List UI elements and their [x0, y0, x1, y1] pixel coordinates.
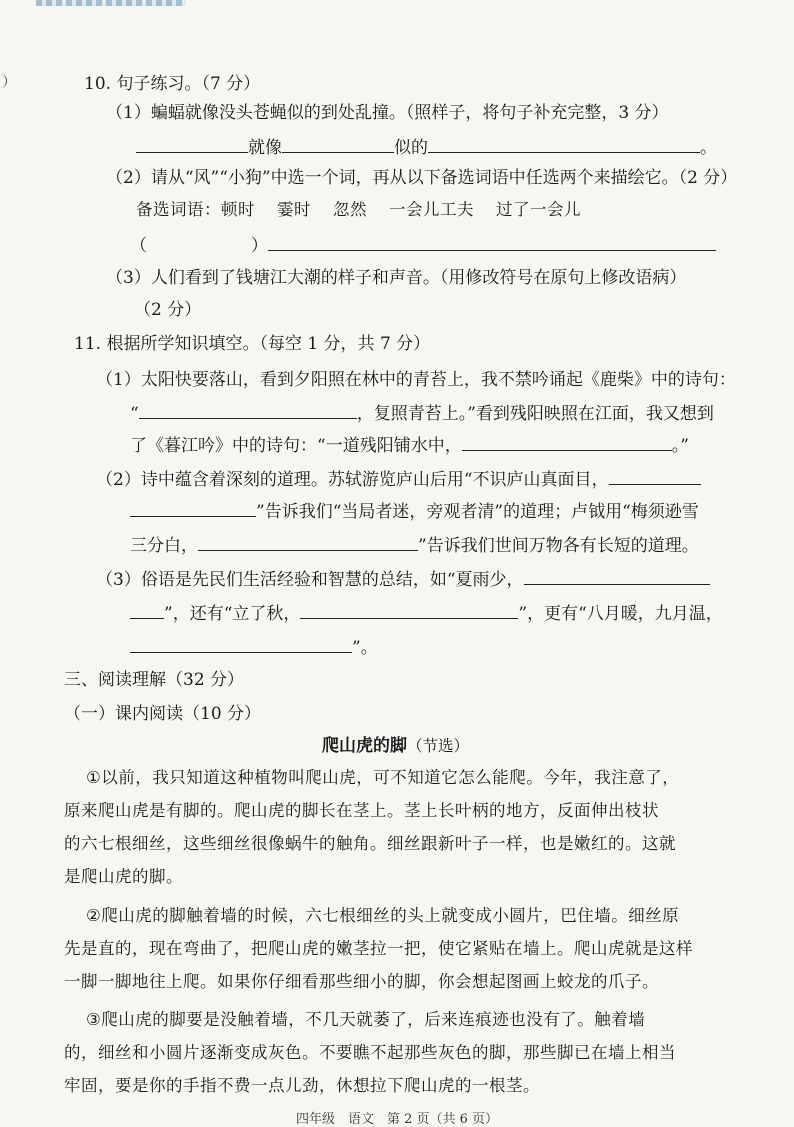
page-footer: 四年级 语文 第 2 页（共 6 页）: [295, 1112, 499, 1127]
q10-blank-2[interactable]: [282, 134, 394, 153]
q11-title: 11. 根据所学知识填空。（每空 1 分，共 7 分）: [74, 334, 431, 354]
paren-open: （: [130, 236, 147, 256]
passage-line: 原来爬山虎是有脚的。爬山虎的脚长在茎上。茎上长叶柄的地方，反面伸出枝状: [64, 801, 659, 820]
quote-open: “: [130, 404, 139, 424]
q11-blank-3b[interactable]: [130, 498, 256, 517]
binding-mark: [0, 74, 7, 88]
passage-line: ③爬山虎的脚要是没触着墙，不几天就萎了，后来连痕迹也没有了。触着墙: [86, 1010, 646, 1029]
passage-line: 牢固，要是你的手指不费一点儿劲，休想拉下爬山虎的一根茎。: [64, 1076, 540, 1095]
section3-heading: 三、阅读理解（32 分）: [64, 670, 245, 690]
paren-close: ）: [251, 236, 268, 256]
q11-part3-text4: ”。: [352, 638, 378, 658]
q10-part2-instruction: （2）请从“风”“小狗”中选一个词，再从以下备选词语中任选两个来描绘它。（2 分）: [106, 168, 738, 188]
q11-part1-line1: （1）太阳快要落山，看到夕阳照在林中的青苔上，我不禁吟诵起《鹿柴》中的诗句：: [96, 370, 736, 390]
quote-close: 。”: [671, 436, 689, 456]
q11-part3-text: （3）俗语是先民们生活经验和智慧的总结，如“夏雨少，: [96, 570, 524, 590]
q11-part1-text: ，复照青苔上。”看到残阳映照在江面，我又想到: [356, 404, 714, 424]
q11-part3-text3: ”，更有“八月暖，九月温，: [518, 604, 723, 624]
q11-part1-line3: [130, 432, 689, 458]
q11-part2-text4: ”告诉我们世间万物各有长短的道理。: [418, 536, 699, 556]
q11-part1-line2: [130, 400, 714, 426]
q11-blank-7[interactable]: [130, 634, 352, 653]
q10-blank-3[interactable]: [428, 134, 700, 153]
q10-part1-instruction: （1）蝙蝠就像没头苍蝇似的到处乱撞。（照样子，将句子补充完整，3 分）: [106, 103, 669, 123]
passage-line: 一脚一脚地往上爬。如果你仔细看那些细小的脚，你会想起图画上蛟龙的爪子。: [64, 972, 659, 991]
q11-part2-line1: [96, 466, 701, 492]
q10-part2-answer-line: [130, 232, 716, 258]
q11-part3-line2: [130, 600, 723, 626]
option-word: 霎时: [277, 200, 311, 219]
q11-blank-5b[interactable]: [130, 600, 164, 619]
q10-part1-answer-line: [136, 134, 717, 160]
q10-word-options: [136, 198, 603, 222]
q11-blank-1[interactable]: [139, 400, 357, 419]
scan-top-strip: [36, 0, 186, 6]
q11-blank-6[interactable]: [300, 600, 518, 619]
option-word: 过了一会儿: [496, 200, 581, 219]
option-word: 忽然: [333, 200, 367, 219]
q11-part3-line3: [130, 634, 378, 660]
passage-line: 的六七根细丝，这些细丝很像蜗牛的触角。细丝跟新叶子一样，也是嫩红的。这就: [64, 834, 676, 853]
q10-period: 。: [700, 138, 717, 158]
q11-part2-text2: ”告诉我们“当局者迷，旁观者清”的道理；卢钺用“梅须逊雪: [256, 502, 699, 522]
option-word: 顿时: [221, 200, 255, 219]
passage-line: ①以前，我只知道这种植物叫爬山虎，可不知道它怎么能爬。今年，我注意了，: [86, 768, 680, 787]
q10-word-sishi: 似的: [394, 138, 428, 158]
q11-blank-4[interactable]: [198, 532, 418, 551]
passage-title-note: （节选）: [407, 737, 470, 755]
q11-part2-text: （2）诗中蕴含着深刻的道理。苏轼游览庐山后用“不识庐山真面目，: [96, 470, 609, 490]
passage-line: 先是直的，现在弯曲了，把爬山虎的嫩茎拉一把，使它紧贴在墙上。爬山虎就是这样: [64, 939, 693, 958]
q11-part2-line2: [130, 498, 699, 524]
section3-subheading: （一）课内阅读（10 分）: [64, 704, 262, 724]
passage-title-text: 爬山虎的脚: [322, 736, 407, 756]
q11-blank-2[interactable]: [462, 432, 672, 451]
q11-part2-line3: [130, 532, 699, 558]
q11-blank-3a[interactable]: [609, 466, 701, 485]
q11-part3-line1: [96, 566, 710, 592]
q11-part2-text3: 三分白，: [130, 536, 198, 556]
q11-blank-5a[interactable]: [524, 566, 710, 585]
option-word: 一会儿工夫: [389, 200, 474, 219]
q11-part3-text2: ”，还有“立了秋，: [164, 604, 301, 624]
q10-word-jiuxiang: 就像: [248, 138, 282, 158]
passage-line: 的，细丝和小圆片逐渐变成灰色。不要瞧不起那些灰色的脚，那些脚已在墙上相当: [64, 1043, 676, 1062]
passage-title: [322, 734, 469, 758]
q11-part1-text2: 了《暮江吟》中的诗句：“一道残阳铺水中，: [130, 436, 462, 456]
q10-part3-score: （2 分）: [134, 300, 202, 320]
passage-line: ②爬山虎的脚触着墙的时候，六七根细丝的头上就变成小圆片，巴住墙。细丝原: [86, 906, 680, 925]
passage-line: 是爬山虎的脚。: [64, 867, 183, 886]
q10-blank-1[interactable]: [136, 134, 248, 153]
q10-blank-4[interactable]: [268, 232, 716, 251]
options-label: 备选词语：: [136, 200, 221, 219]
q10-title: 10. 句子练习。（7 分）: [84, 74, 261, 94]
q10-part3-instruction: （3）人们看到了钱塘江大潮的样子和声音。（用修改符号在原句上修改语病）: [106, 268, 687, 288]
